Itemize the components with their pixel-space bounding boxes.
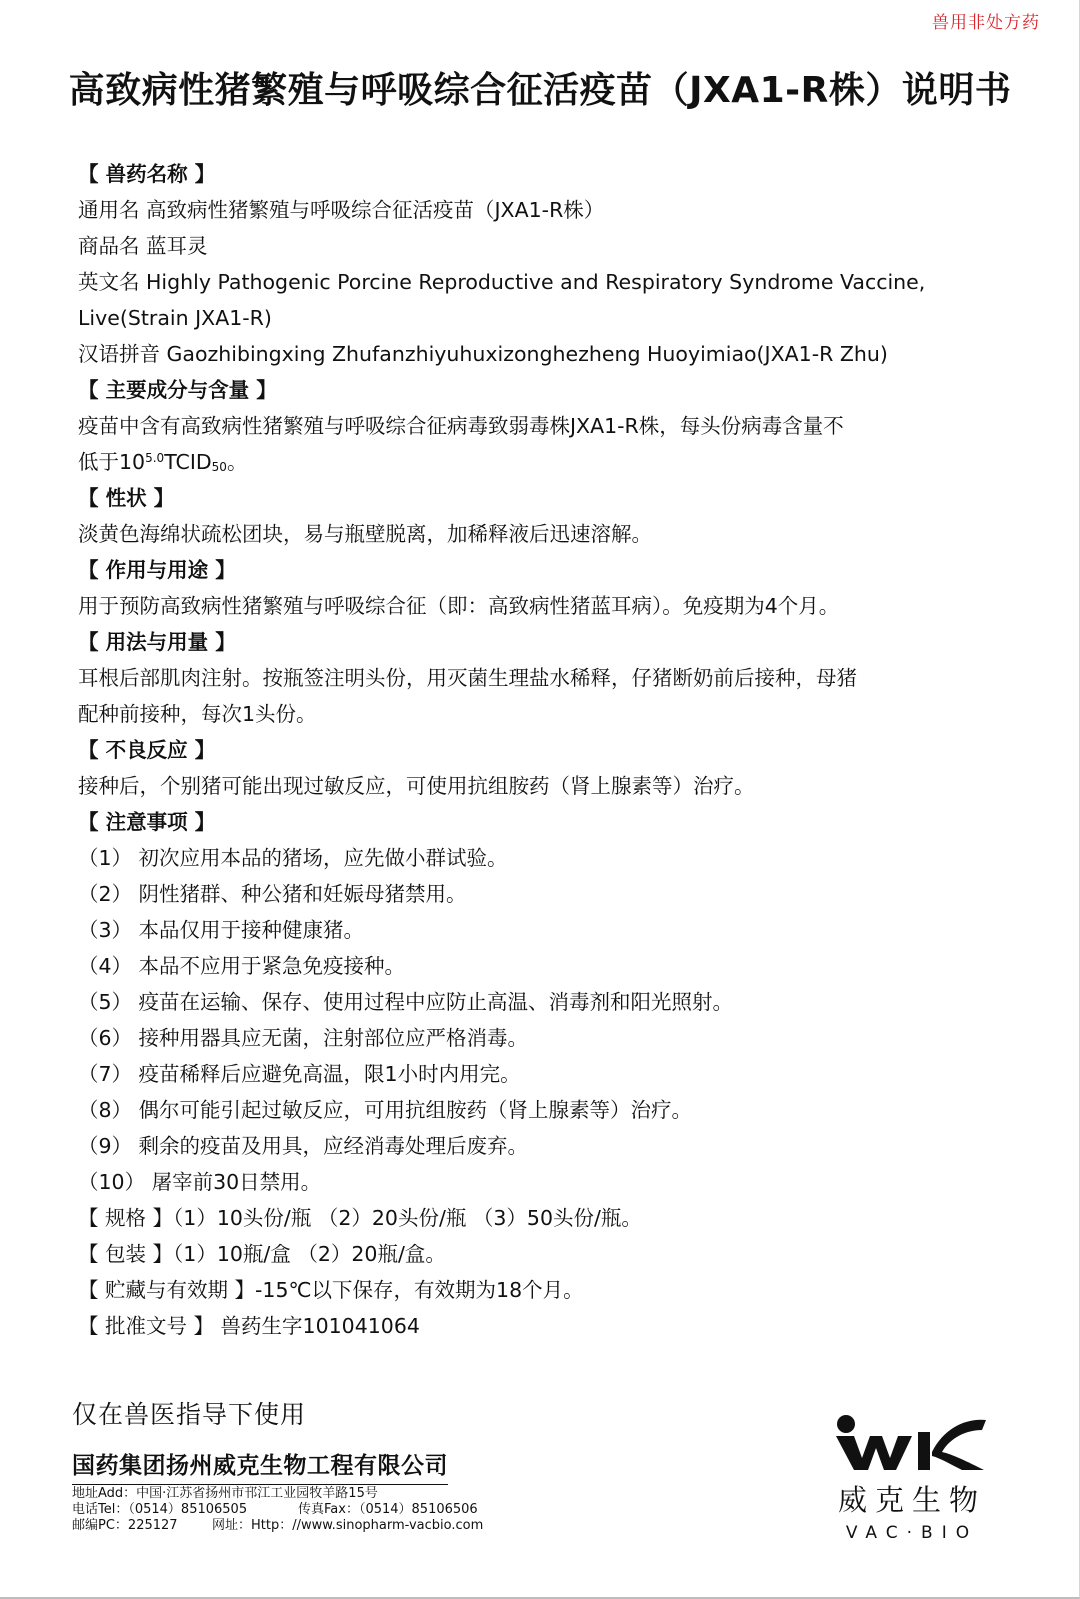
indications-text: 用于预防高致病性猪繁殖与呼吸综合征（即：高致病性猪蓝耳病）。免疫期为4个月。 — [78, 594, 840, 618]
heading-indications: 【 作用与用途 】 — [78, 558, 236, 582]
website: 网址：Http：//www.sinopharm-vacbio.com — [212, 1518, 484, 1533]
precaution-item: （1） 初次应用本品的猪场，应先做小群试验。 — [78, 846, 508, 870]
dosage-text-cont: 配种前接种，每次1头份。 — [78, 702, 317, 726]
specification: 【 规格 】（1）10头份/瓶 （2）20头份/瓶 （3）50头份/瓶。 — [78, 1206, 642, 1230]
dosage-text: 耳根后部肌肉注射。按瓶签注明头份，用灭菌生理盐水稀释，仔猪断奶前后接种，母猪 — [78, 666, 857, 690]
approval-number: 【 批准文号 】 兽药生字101041064 — [78, 1314, 420, 1338]
vacbio-logo-mark — [832, 1412, 992, 1474]
adverse-text: 接种后，个别猪可能出现过敏反应，可使用抗组胺药（肾上腺素等）治疗。 — [78, 774, 755, 798]
heading-precautions: 【 注意事项 】 — [78, 810, 216, 834]
titer-exponent: 5.0 — [145, 451, 165, 465]
trade-name: 商品名 蓝耳灵 — [78, 234, 208, 258]
titer-unit: TCID — [164, 450, 212, 474]
composition-text: 疫苗中含有高致病性猪繁殖与呼吸综合征病毒致弱毒株JXA1-R株，每头份病毒含量不 — [78, 414, 844, 438]
heading-drug-name: 【 兽药名称 】 — [78, 162, 216, 186]
address: 地址Add：中国·江苏省扬州市邗江工业园牧羊路15号 — [72, 1486, 378, 1501]
precaution-item: （8） 偶尔可能引起过敏反应，可用抗组胺药（肾上腺素等）治疗。 — [78, 1098, 693, 1122]
generic-name: 通用名 高致病性猪繁殖与呼吸综合征活疫苗（JXA1-R株） — [78, 198, 605, 222]
composition-prefix: 低于10 — [78, 450, 146, 474]
postcode-web-row — [72, 1518, 484, 1534]
precaution-item: （2） 阴性猪群、种公猪和妊娠母猪禁用。 — [78, 882, 467, 906]
english-name: 英文名 Highly Pathogenic Porcine Reproductive and Respiratory Syndrome Vaccine, — [78, 270, 926, 294]
precaution-item: （4） 本品不应用于紧急免疫接种。 — [78, 954, 406, 978]
leaflet-body — [78, 156, 1013, 1344]
precaution-item: （10） 屠宰前30日禁用。 — [78, 1170, 322, 1194]
logo-english-name: VAC·BIO — [845, 1523, 979, 1543]
precaution-item: （9） 剩余的疫苗及用具，应经消毒处理后废弃。 — [78, 1134, 529, 1158]
contact-info — [72, 1486, 484, 1534]
logo-chinese-name: 威克生物 — [837, 1483, 986, 1517]
precaution-item: （7） 疫苗稀释后应避免高温，限1小时内用完。 — [78, 1062, 521, 1086]
company-logo — [832, 1412, 992, 1543]
heading-composition: 【 主要成分与含量 】 — [78, 378, 277, 402]
phone-fax-row — [72, 1502, 478, 1518]
document-title: 高致病性猪繁殖与呼吸综合征活疫苗（JXA1-R株）说明书 — [68, 70, 1012, 111]
english-name-cont: Live(Strain JXA1-R) — [78, 306, 272, 330]
packaging: 【 包装 】（1）10瓶/盒 （2）20瓶/盒。 — [78, 1242, 446, 1266]
precaution-item: （6） 接种用器具应无菌，注射部位应严格消毒。 — [78, 1026, 529, 1050]
composition-end: 。 — [226, 450, 248, 474]
composition-text-cont — [78, 444, 1013, 480]
fax: 传真Fax：（0514）85106506 — [298, 1502, 478, 1517]
precaution-item: （3） 本品仅用于接种健康猪。 — [78, 918, 365, 942]
usage-note: 仅在兽医指导下使用 — [72, 1400, 307, 1429]
titer-subscript: 50 — [211, 460, 227, 474]
pinyin-name: 汉语拼音 Gaozhibingxing Zhufanzhiyuhuxizonghezheng Huoyimiao(JXA1-R Zhu) — [78, 342, 888, 366]
heading-dosage: 【 用法与用量 】 — [78, 630, 236, 654]
telephone: 电话Tel：（0514）85106505 — [72, 1502, 248, 1517]
heading-adverse-reactions: 【 不良反应 】 — [78, 738, 216, 762]
precaution-item: （5） 疫苗在运输、保存、使用过程中应防止高温、消毒剂和阳光照射。 — [78, 990, 734, 1014]
heading-appearance: 【 性状 】 — [78, 486, 175, 510]
storage: 【 贮藏与有效期 】-15℃以下保存，有效期为18个月。 — [78, 1278, 584, 1302]
postcode: 邮编PC：225127 — [72, 1518, 178, 1533]
company-name: 国药集团扬州威克生物工程有限公司 — [72, 1447, 448, 1485]
otc-label: 兽用非处方药 — [932, 13, 1040, 33]
appearance-text: 淡黄色海绵状疏松团块，易与瓶壁脱离，加稀释液后迅速溶解。 — [78, 522, 652, 546]
